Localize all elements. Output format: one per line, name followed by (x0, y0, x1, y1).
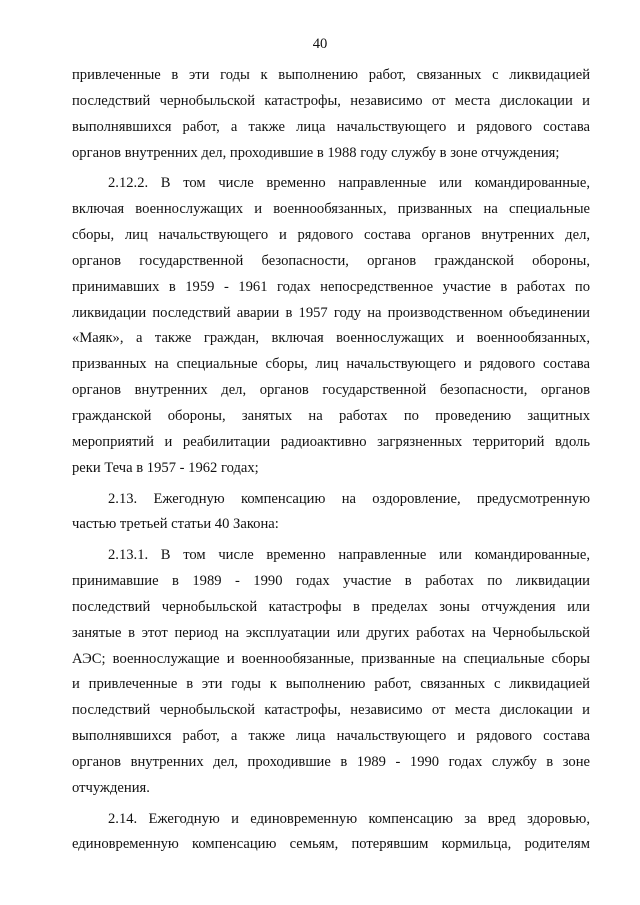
text-line: отчуждения. (72, 779, 150, 796)
text-line: 2.13. Ежегодную компенсацию на оздоровление, предусмотренную (108, 490, 590, 507)
text-line: АЭС; военнослужащие и военнообязанные, призванные на специальные сборы (72, 650, 590, 667)
text-line: и привлеченные в эти годы к выполнению работ, связанных с ликвидацией (72, 676, 590, 693)
text-line: включая военнослужащих и военнообязанных, призванных на специальные (72, 201, 590, 218)
text-line: органов внутренних дел, проходившие в 1989 - 1990 годах службу в зоне (72, 753, 590, 770)
text-line: органов государственной безопасности, органов гражданской обороны, (72, 252, 590, 269)
text-line: реки Теча в 1957 - 1962 годах; (72, 459, 259, 476)
page-number: 40 (312, 36, 328, 52)
text-line: последствий чернобыльской катастрофы, независимо от места дислокации и (72, 702, 590, 719)
text-line: частью третьей статьи 40 Закона: (72, 516, 279, 533)
text-line: 2.12.2. В том числе временно направленные или командированные, (108, 175, 590, 192)
text-line: 2.14. Ежегодную и единовременную компенсацию за вред здоровью, (108, 810, 590, 827)
text-line: органов внутренних дел, проходившие в 1988 году службу в зоне отчуждения; (72, 144, 560, 161)
text-line: последствий чернобыльской катастрофы, независимо от места дислокации и (72, 92, 590, 109)
text-line: привлеченные в эти годы к выполнению работ, связанных с ликвидацией (72, 67, 590, 83)
text-line: занятые в этот период на эксплуатации или других работах на Чернобыльской (72, 624, 590, 641)
text-line: «Маяк», а также граждан, включая военнослужащих и военнообязанных, (72, 330, 590, 347)
text-line: сборы, лиц начальствующего и рядового состава органов внутренних дел, (72, 227, 590, 244)
text-line: ликвидации последствий аварии в 1957 году на производственном объединении (72, 304, 590, 321)
text-line: выполнявшихся работ, а также лица начальствующего и рядового состава (72, 728, 590, 745)
text-line: принимавшие в 1989 - 1990 годах участие в работах по ликвидации (72, 573, 590, 590)
text-line: принимавших в 1959 - 1961 годах непосредственное участие в работах по (72, 278, 590, 295)
text-line: последствий чернобыльской катастрофы в пределах зоны отчуждения или (72, 598, 590, 615)
text-line: единовременную компенсацию семьям, потерявшим кормильца, родителям (72, 836, 590, 853)
document-body (72, 63, 590, 858)
text-line: мероприятий и реабилитации радиоактивно загрязненных территорий вдоль (72, 433, 590, 450)
text-line: гражданской обороны, занятых на работах по проведению защитных (72, 407, 590, 424)
text-line: призванных на специальные сборы, лиц начальствующего и рядового состава (72, 356, 590, 373)
text-line: 2.13.1. В том числе временно направленные или командированные, (108, 547, 590, 564)
text-line: выполнявшихся работ, а также лица начальствующего и рядового состава (72, 118, 590, 135)
text-line: органов внутренних дел, органов государственной безопасности, органов (72, 382, 590, 399)
